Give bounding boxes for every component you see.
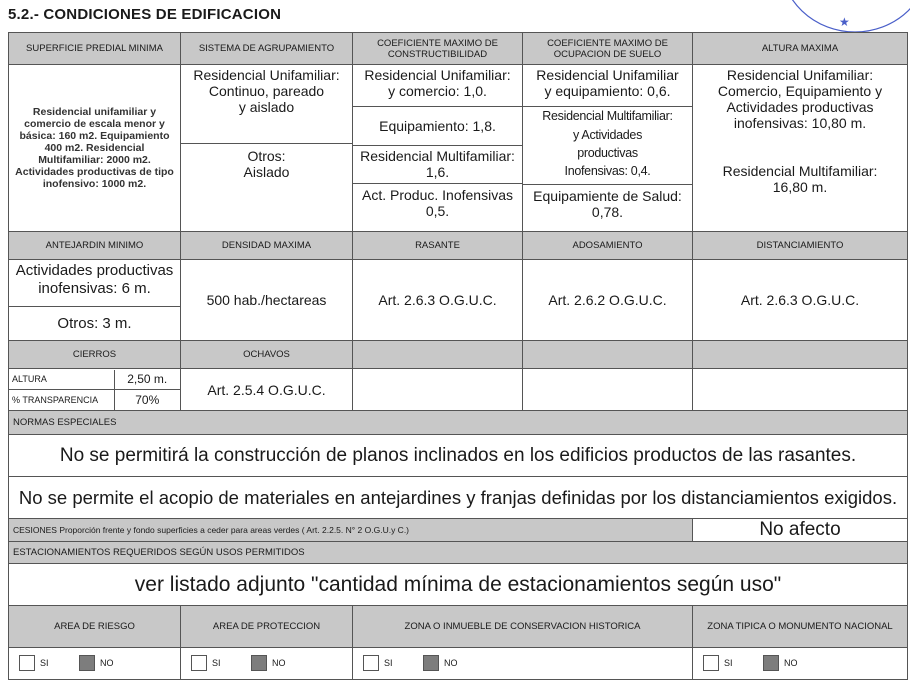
stamp-seal (775, 0, 910, 36)
empty-grey-cell (693, 341, 908, 369)
header-densidad: DENSIDAD MAXIMA (181, 232, 353, 260)
checkbox-label-no: NO (271, 658, 286, 669)
norma-line-1: No se permitirá la construcción de planos inclinados en los edificios productos de las rasantes. (9, 435, 908, 477)
checkbox-label-si: SI (212, 658, 221, 669)
const-line: Equipamiento: 1,8. (353, 106, 522, 145)
const-line: 1,6. (425, 164, 450, 180)
header-estacionamientos: ESTACIONAMIENTOS REQUERIDOS SEGÚN USOS PERMITIDOS (9, 542, 908, 564)
antejardin-line: inofensivas: 6 m. (38, 280, 151, 297)
checkbox-label-no: NO (443, 658, 458, 669)
zona-conservacion-options (353, 648, 693, 680)
const-line: 0,5. (425, 203, 450, 219)
altura-line: inofensivas: 10,80 m. (733, 115, 867, 131)
zona-conservacion-si-checkbox[interactable] (363, 655, 379, 671)
cesiones-value: No afecto (693, 519, 908, 542)
norma-line-2: No se permite el acopio de materiales en antejardines y franjas definidas por los distanciamientos exigidos. (9, 477, 908, 519)
cesiones-desc: Proporción frente y fondo superficies a ceder para areas verdes ( Art. 2.2.5. N° 2 O.G.U.y C.) (59, 525, 410, 535)
area-proteccion-no-checkbox[interactable] (251, 655, 267, 671)
conditions-table (8, 32, 908, 680)
header-antejardin: ANTEJARDIN MINIMO (9, 232, 181, 260)
area-riesgo-options (9, 648, 181, 680)
sistema-line: Aislado (243, 164, 290, 180)
cierros-altura-value: 2,50 m. (114, 370, 180, 390)
ocup-line: 0,78. (591, 204, 624, 220)
area-proteccion-si-checkbox[interactable] (191, 655, 207, 671)
ochavos-value: Art. 2.5.4 O.G.U.C. (181, 369, 353, 411)
sistema-line: Otros: (247, 148, 286, 164)
header-area-riesgo: AREA DE RIESGO (9, 606, 181, 648)
section-title: 5.2.- CONDICIONES DE EDIFICACION (8, 6, 282, 23)
ocup-line: Residencial Unifamiliar (536, 67, 679, 83)
header-rasante: RASANTE (353, 232, 523, 260)
cesiones-row (9, 519, 693, 542)
adosamiento-value: Art. 2.6.2 O.G.U.C. (523, 260, 693, 341)
header-coef-const: COEFICIENTE MAXIMO DE CONSTRUCTIBILIDAD (353, 33, 523, 65)
ocup-line: y Actividades (572, 128, 643, 142)
altura-line: 16,80 m. (772, 179, 828, 195)
checkbox-label-no: NO (99, 658, 114, 669)
sistema-line: Continuo, pareado (208, 83, 325, 99)
empty-grey-cell (353, 341, 523, 369)
densidad-value: 500 hab./hectareas (181, 260, 353, 341)
sistema-line: y aislado (238, 99, 295, 115)
header-superficie: SUPERFICIE PREDIAL MINIMA (9, 33, 181, 65)
cesiones-label: CESIONES (13, 525, 57, 535)
const-line: Residencial Unifamiliar: (364, 67, 511, 83)
altura-line: Residencial Multifamiliar: (722, 163, 878, 179)
cierros-transp-value: 70% (135, 392, 160, 407)
area-riesgo-si-checkbox[interactable] (19, 655, 35, 671)
header-sistema: SISTEMA DE AGRUPAMIENTO (181, 33, 353, 65)
cierros-altura-label: ALTURA (9, 370, 114, 390)
header-ochavos: OCHAVOS (181, 341, 353, 369)
empty-cell (353, 369, 523, 411)
const-line: Residencial Multifamiliar: (360, 148, 515, 164)
header-altura: ALTURA MAXIMA (693, 33, 908, 65)
ocup-line: Equipamiente de Salud: (533, 188, 682, 204)
cierros-cell (9, 369, 181, 411)
ocup-line: Inofensivas: 0,4. (564, 164, 651, 178)
distanciamiento-value: Art. 2.6.3 O.G.U.C. (693, 260, 908, 341)
empty-grey-cell (523, 341, 693, 369)
header-area-proteccion: AREA DE PROTECCION (181, 606, 353, 648)
ocup-line: Residencial Multifamiliar: (542, 109, 673, 123)
antejardin-line: Actividades productivas (15, 262, 174, 279)
altura-line: Actividades productivas (726, 99, 874, 115)
cierros-transp-label: % TRANSPARENCIA (9, 390, 114, 410)
empty-cell (693, 369, 908, 411)
ocup-line: y equipamiento: 0,6. (544, 83, 671, 99)
ocup-line: productivas (577, 146, 638, 160)
header-zona-conservacion: ZONA O INMUEBLE DE CONSERVACION HISTORICA (353, 606, 693, 648)
area-proteccion-options (181, 648, 353, 680)
sistema-line: Residencial Unifamiliar: (193, 67, 340, 83)
ocup-cell (523, 65, 693, 232)
sistema-cell (181, 65, 353, 232)
area-riesgo-no-checkbox[interactable] (79, 655, 95, 671)
altura-line: Comercio, Equipamiento y (717, 83, 883, 99)
zona-conservacion-no-checkbox[interactable] (423, 655, 439, 671)
header-coef-ocup: COEFICIENTE MAXIMO DE OCUPACION DE SUELO (523, 33, 693, 65)
const-cell (353, 65, 523, 232)
header-cierros: CIERROS (9, 341, 181, 369)
rasante-value: Art. 2.6.3 O.G.U.C. (353, 260, 523, 341)
altura-cell (693, 65, 908, 232)
const-line: Act. Produc. Inofensivas (362, 187, 513, 203)
checkbox-label-si: SI (384, 658, 393, 669)
checkbox-label-si: SI (724, 658, 733, 669)
superficie-value: Residencial unifamiliar y comercio de escala menor y básica: 160 m2. Equipamiento 400 m2. Residencial Multifamiliar: 2000 m2. Actividades productivas de tipo inofensivo: 1000 m2. (9, 65, 181, 232)
zona-tipica-no-checkbox[interactable] (763, 655, 779, 671)
const-line: y comercio: 1,0. (388, 83, 487, 99)
seal-star-icon: ★ (839, 15, 850, 29)
altura-line: Residencial Unifamiliar: (726, 67, 874, 83)
zona-tipica-options (693, 648, 908, 680)
estacionamientos-text: ver listado adjunto "cantidad mínima de estacionamientos según uso" (9, 564, 908, 606)
checkbox-label-si: SI (40, 658, 49, 669)
empty-cell (523, 369, 693, 411)
header-zona-tipica: ZONA TIPICA O MONUMENTO NACIONAL (693, 606, 908, 648)
antejardin-cell (9, 260, 181, 341)
header-distanciamiento: DISTANCIAMIENTO (693, 232, 908, 260)
checkbox-label-no: NO (783, 658, 798, 669)
header-adosamiento: ADOSAMIENTO (523, 232, 693, 260)
antejardin-line: Otros: 3 m. (9, 306, 180, 340)
zona-tipica-si-checkbox[interactable] (703, 655, 719, 671)
header-normas: NORMAS ESPECIALES (9, 411, 908, 435)
